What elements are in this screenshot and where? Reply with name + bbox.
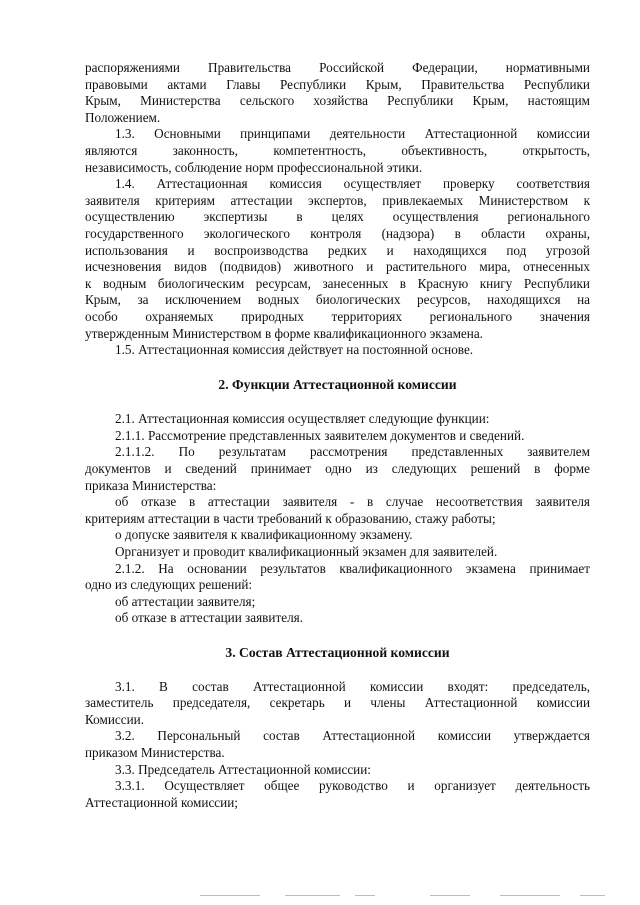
paragraph-2-1-1-2 bbox=[85, 444, 590, 494]
text-line: 3.1. В состав Аттестационной комиссии входят: председатель, bbox=[115, 678, 590, 694]
text-line: Аттестационной комиссии; bbox=[85, 794, 238, 810]
paragraph-refuse-exam: об отказе в аттестации заявителя. bbox=[115, 610, 304, 626]
text-line: независимость, соблюдение норм профессиональной этики. bbox=[85, 159, 423, 175]
text-line: документов и сведений принимает одно из следующих решений в форме bbox=[85, 461, 590, 477]
section-heading-composition: 3. Состав Аттестационной комиссии bbox=[225, 645, 450, 660]
document-page bbox=[85, 60, 590, 811]
text-line: критериям аттестации в части требований к образованию, стажу работы; bbox=[85, 510, 496, 526]
text-line: особо охраняемых природных территориях регионального значения bbox=[85, 308, 590, 324]
scan-mark bbox=[430, 895, 470, 896]
paragraph-3-3-1 bbox=[85, 778, 590, 811]
text-line: приказом Министерства. bbox=[85, 744, 225, 760]
text-line: использования и воспроизводства редких и находящихся под угрозой bbox=[85, 242, 590, 258]
text-line: Крым, Министерства сельского хозяйства Республики Крым, настоящим bbox=[85, 93, 590, 109]
scan-mark bbox=[285, 895, 340, 896]
text-line: 1.4. Аттестационная комиссия осуществляет проверку соответствия bbox=[115, 176, 590, 192]
paragraph-2-1-2 bbox=[85, 561, 590, 594]
paragraph-1-3 bbox=[85, 126, 590, 176]
scan-mark bbox=[355, 895, 375, 896]
text-line: к водным биологическим ресурсам, занесенных в Красную книгу Республики bbox=[85, 275, 590, 291]
paragraph-3-2 bbox=[85, 728, 590, 761]
paragraph-refuse-criteria bbox=[85, 494, 590, 527]
paragraph-intro bbox=[85, 60, 590, 126]
text-line: об отказе в аттестации заявителя - в случае несоответствия заявителя bbox=[115, 494, 590, 510]
scan-mark bbox=[500, 895, 560, 896]
paragraph-2-1-1: 2.1.1. Рассмотрение представленных заявителем документов и сведений. bbox=[115, 427, 525, 443]
scan-mark bbox=[200, 895, 260, 896]
text-line: являются законность, компетентность, объективность, открытость, bbox=[85, 142, 590, 158]
text-line: распоряжениями Правительства Российской Федерации, нормативными bbox=[85, 60, 590, 75]
paragraph-3-1 bbox=[85, 679, 590, 729]
text-line: государственного экологического контроля (надзора) в области охраны, bbox=[85, 225, 590, 241]
text-line: Положением. bbox=[85, 109, 161, 125]
paragraph-3-3: 3.3. Председатель Аттестационной комиссии: bbox=[115, 761, 371, 777]
paragraph-organize: Организует и проводит квалификационный экзамен для заявителей. bbox=[115, 544, 498, 560]
section-heading-functions: 2. Функции Аттестационной комиссии bbox=[218, 376, 457, 392]
text-line: правовыми актами Главы Республики Крым, Правительства Республики bbox=[85, 76, 590, 92]
text-line: 2.1.2. На основании результатов квалификационного экзамена принимает bbox=[115, 560, 590, 576]
text-line: утвержденным Министерством в форме квалификационного экзамена. bbox=[85, 325, 483, 341]
paragraph-1-5: 1.5. Аттестационная комиссия действует на постоянной основе. bbox=[115, 342, 474, 358]
text-line: 2.1.1.2. По результатам рассмотрения представленных заявителем bbox=[115, 444, 590, 460]
text-line: 1.3. Основными принципами деятельности Аттестационной комиссии bbox=[115, 126, 590, 142]
scan-mark bbox=[580, 895, 605, 896]
paragraph-1-4 bbox=[85, 176, 590, 342]
text-line: осуществлению экспертизы в целях осуществления регионального bbox=[85, 209, 590, 225]
text-line: приказа Министерства: bbox=[85, 477, 217, 493]
text-line: Комиссии. bbox=[85, 711, 145, 727]
paragraph-admit: о допуске заявителя к квалификационному экзамену. bbox=[115, 527, 413, 543]
text-line: 3.2. Персональный состав Аттестационной комиссии утверждается bbox=[115, 728, 590, 744]
text-line: 3.3.1. Осуществляет общее руководство и организует деятельность bbox=[115, 778, 590, 794]
text-line: заместитель председателя, секретарь и члены Аттестационной комиссии bbox=[85, 695, 590, 711]
text-line: одно из следующих решений: bbox=[85, 577, 253, 593]
text-line: Крым, за исключением водных биологических ресурсов, находящихся на bbox=[85, 292, 590, 308]
paragraph-2-1: 2.1. Аттестационная комиссия осуществляет следующие функции: bbox=[115, 411, 490, 427]
scan-artifact-marks bbox=[200, 895, 610, 899]
text-line: заявителя критериям аттестации экспертов, привлекаемых Министерством к bbox=[85, 192, 590, 208]
text-line: исчезновения видов (подвидов) животного и растительного мира, отнесенных bbox=[85, 259, 590, 275]
paragraph-attest: об аттестации заявителя; bbox=[115, 593, 256, 609]
